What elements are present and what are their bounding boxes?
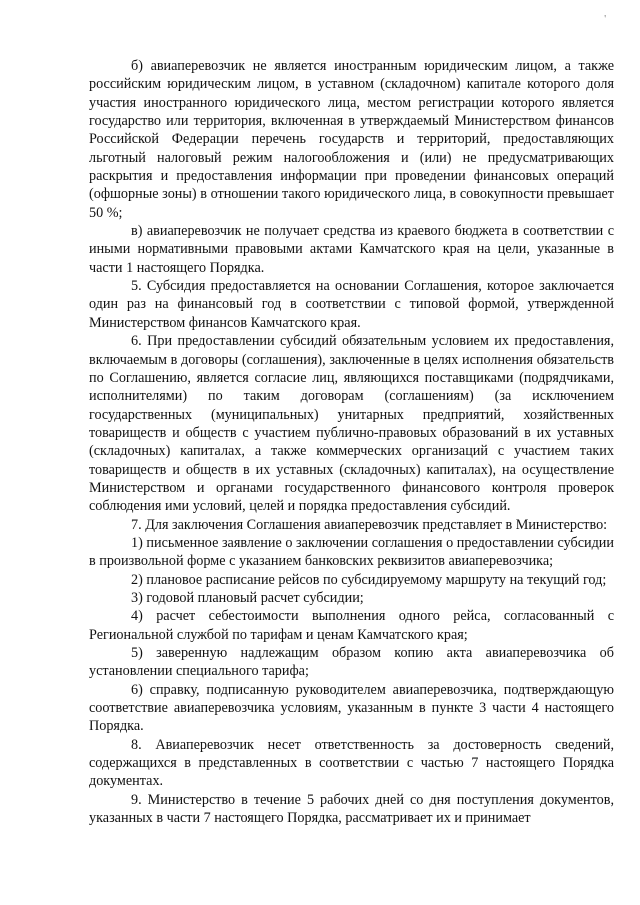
paragraph-9: 9. Министерство в течение 5 рабочих дней со дня поступления документов, указанных в части 7 настоящего Порядка, рассматривает их и принимает [89, 791, 614, 827]
paragraph-7: 7. Для заключения Соглашения авиаперевозчик представляет в Министерство: [131, 516, 608, 533]
paragraph-7-item-4: 4) расчет себестоимости выполнения одного рейса, согласованный с Региональной службой по тарифам и ценам Камчатского края; [89, 608, 614, 643]
paragraph-7-item-6: 6) справку, подписанную руководителем авиаперевозчика, подтверждающую соответствие авиаперевозчика условиям, указанным в пункте 3 части 4 настоящего Порядка. [89, 681, 614, 735]
paragraph-5: 5. Субсидия предоставляется на основании Соглашения, которое заключается один раз на финансовый год в соответствии с типовой формой, утвержденной Министерством финансов Камчатского края. [89, 278, 614, 331]
paragraph-8: 8. Авиаперевозчик несет ответственность за достоверность сведений, содержащихся в представленных в соответствии с частью 7 настоящего Порядка документах. [89, 736, 614, 790]
paragraph-7-item-3: 3) годовой плановый расчет субсидии; [131, 589, 364, 606]
document-body [89, 57, 614, 827]
paragraph-4b: б) авиаперевозчик не является иностранным юридическим лицом, а также российским юридическим лицом, в уставном (складочном) капитале которого доля участия иностранного юридического лица, местом регистрации которого является государство или территория, включенная в утверждаемый Министерством финансов Российской Федерации перечень государств и территорий, предоставляющих льготный налоговый режим налогообложения и (или) не предусматривающих раскрытия и предоставления информации при проведении финансовых операций (офшорные зоны) в отношении такого юридического лица, в совокупности превышает 50 %; [89, 58, 614, 221]
paragraph-7-item-2: 2) плановое расписание рейсов по субсидируемому маршруту на текущий год; [131, 571, 607, 588]
paragraph-7-item-1: 1) письменное заявление о заключении соглашения о предоставлении субсидии в произвольной форме с указанием банковских реквизитов авиаперевозчика; [89, 534, 614, 570]
corner-mark: ' [604, 14, 606, 25]
paragraph-4v: в) авиаперевозчик не получает средства из краевого бюджета в соответствии с иными нормативными правовыми актами Камчатского края на цели, указанные в части 1 настоящего Порядка. [89, 223, 614, 276]
paragraph-6: 6. При предоставлении субсидий обязательным условием их предоставления, включаемым в договоры (соглашения), заключенные в целях исполнения обязательств по Соглашению, является согласие лиц, являющихся поставщиками (подрядчиками, исполнителями) по таким договорам (соглашениям) (за исключением государственных (муниципальных) унитарных предприятий, хозяйственных товариществ и обществ с участием публично-правовых образований в их уставных (складочных) капиталах, а также коммерческих организаций с участием таких товариществ и обществ в их уставных (складочных) капиталах), на осуществление Министерством и органами государственного финансового контроля проверок соблюдения ими условий, целей и порядка предоставления субсидий. [89, 333, 614, 515]
paragraph-7-item-5: 5) заверенную надлежащим образом копию акта авиаперевозчика об установлении специального тарифа; [89, 645, 614, 680]
